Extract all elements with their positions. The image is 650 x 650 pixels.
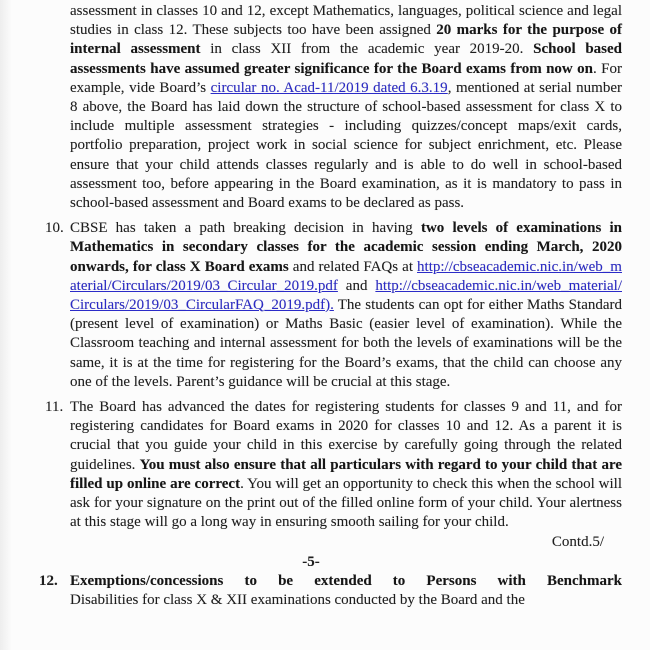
list-item-12 [39, 572, 622, 609]
bold-text-particulars-online-correct: You must also ensure that all particulars with regard to your child that are filled up online are correct [70, 456, 622, 492]
body-text: The Board has advanced the dates for registering students for classes 9 and 11, and for registering candidates for Board exams in 2020 for classes 10 and 12. As a parent it is crucial that you guide your child in this exercise by carefully going through the related guidelines. [70, 399, 622, 473]
paragraph-item11 [70, 398, 622, 532]
body-text: assessment in classes 10 and 12, except Mathematics, languages, political science and legal studies in class 12. These subjects too have been assigned [70, 3, 622, 39]
circular-acad-11-2019-link[interactable]: circular no. Acad-11/2019 dated 6.3.19 [210, 79, 448, 96]
body-text: in class XII from the academic year 2019-20. [200, 41, 534, 58]
item-number-11: 11. [45, 399, 64, 416]
body-text: . You will get an opportunity to check this when the school will ask for your signature on the print out of the filled online form of your child. Your alertness at this stage will go a long way in ensuring smooth sailing for your child. [70, 475, 623, 531]
circular-faq-2019-pdf-link[interactable]: http://cbseacademic.nic.in/web_material/Circulars/2019/03_CircularFAQ_2019.pdf). [70, 277, 622, 314]
bold-text-two-levels-maths: two levels of examinations in Mathematics in secondary classes for the academic session ending March, 2020 onwards, for class X Board exams [70, 220, 622, 275]
bold-text-school-based-assessments: School based assessments have assumed greater significance for the Board exams from now on [70, 41, 622, 77]
list-item-10 [45, 219, 622, 392]
paragraph-item12 [70, 572, 622, 591]
paragraph-item9-continuation [70, 2, 622, 213]
page-number: -5- [302, 553, 320, 570]
bold-text-internal-assessment-marks: 20 marks for the purpose of internal assessment [70, 22, 622, 58]
item-number-12: 12. [39, 572, 58, 589]
body-text: The students can opt for either Maths Standard (present level of examination) or Maths Basic (easier level of examination). While the Classroom teaching and internal assessment for both the levels of examinations will be the same, it is at the time for registering for the Board’s exams, that the child can choose any one of the levels. Parent’s guidance will be crucial at this stage. [70, 297, 622, 390]
body-text: and [337, 277, 376, 294]
list-item-11 [45, 398, 623, 532]
body-text: CBSE has taken a path breaking decision in having [70, 220, 421, 237]
body-text: and related FAQs at [288, 258, 418, 275]
body-text: . For example, vide Board’s [70, 60, 622, 96]
paragraph-item10 [70, 219, 622, 392]
body-text: , mentioned at serial number 8 above, the Board has laid down the structure of school-based assessment for class X to include multiple assessment strategies - including quizzes/concept maps/exit cards, portfolio preparation, project work in social science for subject enrichment, etc. Please ensure that your child attends classes regularly and is able to do well in school-based assessment too, before appearing in the Board examination, as it is mandatory to pass in school-based assessment and Board exams to be declared as pass. [70, 79, 622, 212]
clipped-partial-line: Disabilities for class X & XII examinations conducted by the Board and the [70, 592, 525, 609]
contd-label: Contd.5/ [551, 534, 604, 551]
item-number-10: 10. [45, 220, 64, 237]
bold-text-exemptions-heading: Exemptions/concessions to be extended to Persons with Benchmark [70, 572, 622, 589]
circular-2019-pdf-link[interactable]: http://cbseacademic.nic.in/web_material/Circulars/2019/03_Circular_2019.pdf [70, 258, 622, 294]
